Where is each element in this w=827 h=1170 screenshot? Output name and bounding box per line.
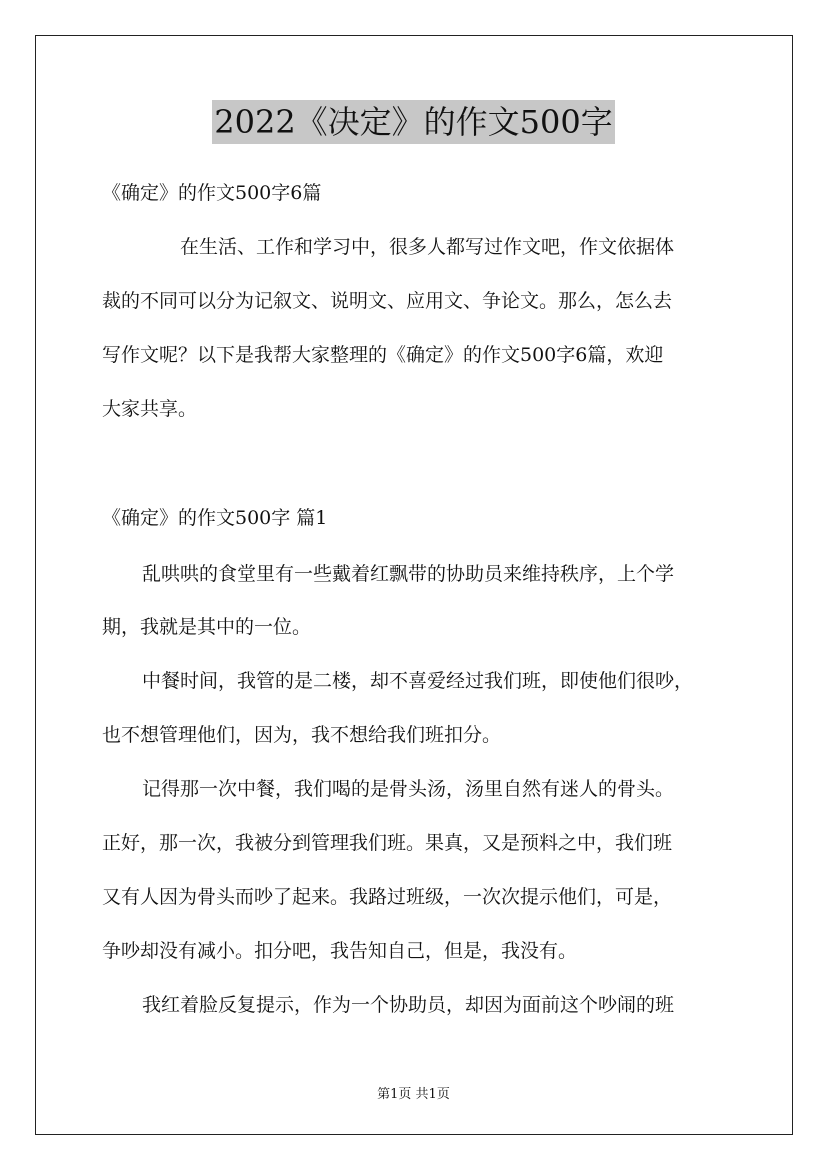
body-line: 中餐时间，我管的是二楼，却不喜爱经过我们班，即使他们很吵， — [142, 670, 694, 692]
body-line: 乱哄哄的食堂里有一些戴着红飘带的协助员来维持秩序，上个学 — [142, 563, 675, 585]
intro-line: 写作文呢？以下是我帮大家整理的《确定》的作文500字6篇，欢迎 — [102, 344, 664, 366]
intro-line: 大家共享。 — [102, 398, 198, 420]
document-title: 2022《决定》的作文500字 — [212, 100, 615, 144]
body-line: 争吵却没有减小。扣分吧，我告知自己，但是，我没有。 — [102, 940, 578, 962]
page-footer: 第1页 共1页 — [377, 1087, 450, 1102]
title-container — [0, 100, 827, 144]
body-line: 又有人因为骨头而吵了起来。我路过班级，一次次提示他们，可是， — [102, 886, 673, 908]
intro-line: 在生活、工作和学习中，很多人都写过作文吧，作文依据体 — [180, 236, 675, 258]
section-heading: 《确定》的作文500字 篇1 — [102, 507, 328, 529]
subtitle: 《确定》的作文500字6篇 — [102, 182, 322, 204]
body-line: 也不想管理他们，因为，我不想给我们班扣分。 — [102, 724, 502, 746]
body-line: 记得那一次中餐，我们喝的是骨头汤，汤里自然有迷人的骨头。 — [142, 778, 675, 800]
body-line: 我红着脸反复提示，作为一个协助员，却因为面前这个吵闹的班 — [142, 994, 675, 1016]
intro-line: 裁的不同可以分为记叙文、说明文、应用文、争论文。那么，怎么去 — [102, 290, 673, 312]
body-line: 期，我就是其中的一位。 — [102, 616, 312, 638]
body-line: 正好，那一次，我被分到管理我们班。果真，又是预料之中，我们班 — [102, 832, 673, 854]
